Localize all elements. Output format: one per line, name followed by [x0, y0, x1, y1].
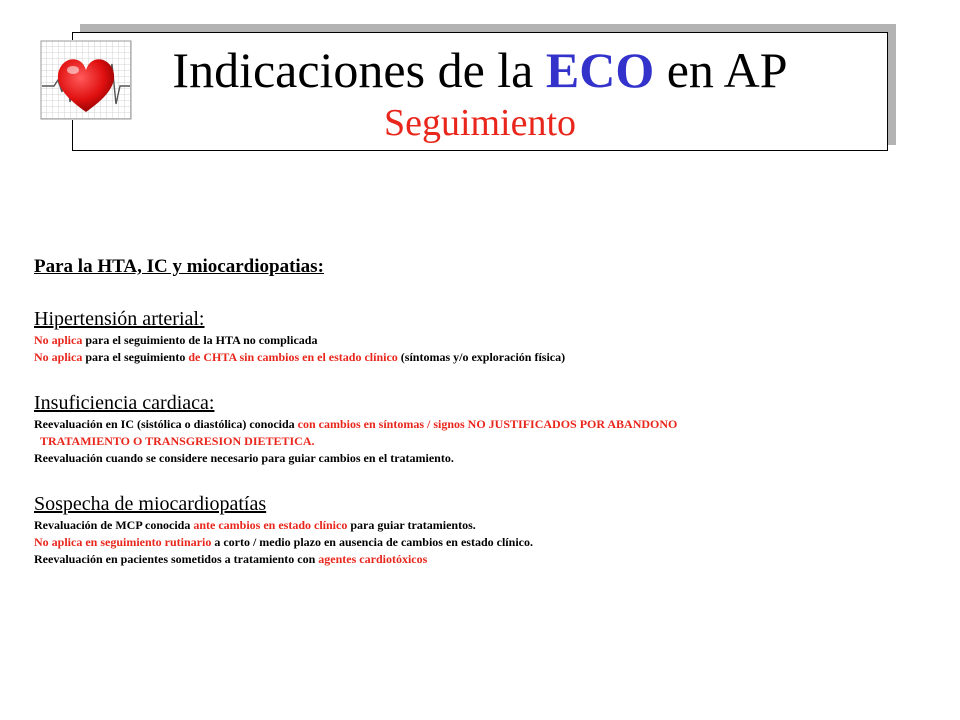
hta-line-2-text-end: (síntomas y/o exploración física): [397, 350, 566, 364]
mcp-line-2-highlight: No aplica en seguimiento rutinario: [34, 535, 212, 549]
title-box: [72, 32, 888, 151]
hta-line-1-text: para el seguimiento de la HTA no complicada: [82, 333, 318, 347]
ic-line-3: Reevaluación cuando se considere necesario para guiar cambios en el tratamiento.: [34, 451, 454, 465]
heart-ecg-graphic: [40, 40, 132, 120]
title-accent: ECO: [545, 42, 655, 98]
mcp-line-3: [34, 551, 934, 568]
content-area: [34, 255, 934, 568]
section-title-mcp: Sospecha de miocardiopatías: [34, 493, 267, 515]
mcp-line-3-highlight: agentes cardiotóxicos: [318, 552, 428, 566]
content-heading: Para la HTA, IC y miocardiopatias:: [34, 256, 324, 277]
page-title: [73, 41, 887, 99]
ic-line-1-text: Reevaluación en IC (sistólica o diastólica) conocida: [34, 417, 298, 431]
hta-line-2: [34, 349, 934, 366]
section-hipertension: [34, 307, 934, 366]
hta-line-2-highlight-1: No aplica: [34, 350, 83, 364]
ic-line-1-highlight: con cambios en síntomas / signos NO JUSTIFICADOS POR ABANDONO: [297, 417, 678, 431]
heart-ecg-icon: [40, 40, 132, 120]
ic-line-2: TRATAMIENTO O TRANSGRESION DIETETICA.: [40, 434, 315, 448]
hta-line-2-highlight-2: de CHTA sin cambios en el estado clínico: [188, 350, 398, 364]
mcp-line-1: [34, 517, 934, 534]
hta-line-2-text-mid: para el seguimiento: [82, 350, 189, 364]
mcp-line-2: [34, 534, 934, 551]
hta-line-1: [34, 332, 934, 349]
title-text-pre: Indicaciones de la: [172, 42, 546, 98]
section-title-ic: Insuficiencia cardiaca:: [34, 392, 215, 414]
title-text-post: en AP: [654, 42, 788, 98]
mcp-line-1-highlight: ante cambios en estado clínico: [193, 518, 348, 532]
mcp-line-2-text: a corto / medio plazo en ausencia de cambios en estado clínico.: [211, 535, 533, 549]
section-insuficiencia: [34, 391, 934, 467]
ic-line-1: [34, 416, 934, 433]
hta-line-1-highlight: No aplica: [34, 333, 83, 347]
mcp-line-1-text: Revaluación de MCP conocida: [34, 518, 194, 532]
section-miocardiopatias: [34, 492, 934, 568]
page-subtitle: Seguimiento: [383, 102, 577, 144]
mcp-line-3-text: Reevaluación en pacientes sometidos a tratamiento con: [34, 552, 319, 566]
mcp-line-1-text-end: para guiar tratamientos.: [347, 518, 476, 532]
section-title-hta: Hipertensión arterial:: [34, 308, 205, 330]
